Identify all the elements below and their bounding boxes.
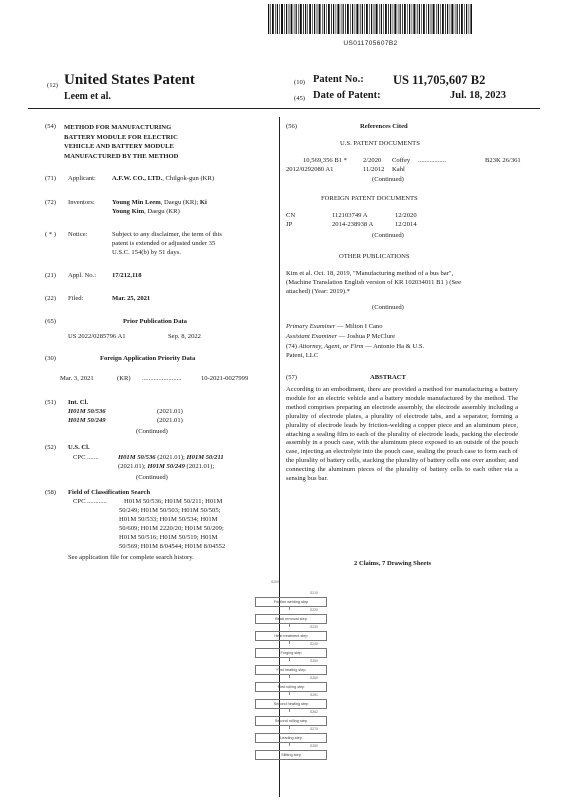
us-cl-class-3: H01M 50/249 <box>147 463 185 470</box>
step-ref: S250 <box>310 659 318 663</box>
us-ref-1-name: Coffey <box>392 157 411 164</box>
appl-no-label: Appl. No.: <box>68 272 97 279</box>
attorney-code: (74) <box>286 343 299 350</box>
us-cl-title: U.S. Cl. <box>68 444 90 451</box>
references-title: References Cited <box>360 123 408 130</box>
other-pubs-title: OTHER PUBLICATIONS <box>339 253 410 260</box>
step-box: Second rolling step <box>255 716 327 726</box>
patent-number-label: Patent No.: <box>313 74 364 85</box>
other-pub-line-1: Kim et al. Oct. 18, 2019, "Manufacturing method of a bus bar", <box>286 270 454 277</box>
int-cl-1: H01M 50/536 <box>68 408 106 415</box>
us-ref-1-class: B23K 26/361 <box>485 157 521 164</box>
f57-code: (57) <box>286 374 297 381</box>
other-pub-line-3: attached) (Year: 2019).* <box>286 288 350 295</box>
step-ref: S240 <box>310 642 318 646</box>
foreign-priority-title: Foreign Application Priority Data <box>100 355 196 362</box>
fp-2-number: 2014-238938 A <box>332 221 374 228</box>
priority-date: Mar. 3, 2021 <box>60 375 94 382</box>
field-search-cpc-label: CPC ............ <box>73 498 107 505</box>
title-line-3: VEHICLE AND BATTERY MODULE <box>64 143 174 150</box>
step-ref: S260 <box>310 676 318 680</box>
fp-1-country: CN <box>286 212 296 219</box>
inventors-line-2 <box>112 208 180 215</box>
f71-code: (71) <box>45 175 56 182</box>
f22-code: (22) <box>45 295 56 302</box>
fp-2-date: 12/2014 <box>395 221 417 228</box>
prior-pub-title: Prior Publication Data <box>123 318 187 325</box>
step-box: First heating step <box>255 665 327 675</box>
flow-arrow <box>289 606 290 610</box>
patent-authors: Leem et al. <box>64 91 111 102</box>
flow-arrow <box>289 623 290 627</box>
flow-arrow <box>289 640 290 644</box>
step-ref: S210 <box>310 591 318 595</box>
fp-1-number: 112103749 A <box>332 212 368 219</box>
applicant-name: A.F.W. CO., LTD. <box>112 175 163 182</box>
fp-2-country: JP <box>286 221 293 228</box>
applicant-label: Applicant: <box>68 175 96 182</box>
notice-code: ( * ) <box>45 231 56 238</box>
int-cl-1-date: (2021.01) <box>157 408 183 415</box>
f72-code: (72) <box>45 199 56 206</box>
step-box: First rolling step <box>255 682 327 692</box>
inventors-line-1 <box>112 199 207 206</box>
us-cl-class-2: H01M 50/211 <box>186 454 224 461</box>
field-search-line-2: 50/249; H01M 50/503; H01M 50/505; <box>119 507 221 514</box>
abstract-text: According to an embodiment, there are provided a method for manufacturing a battery module for an electric vehicle and a battery module manufactured by the method. The method comprises preparing an electrode assembly, the electrode assembly including a plurality of electrode plates, a plurality of electrode tabs, and a separator, forming a plurality of electrode leads by friction-welding a copper piece and an aluminum piece, attaching a sealing film to each of the plurality of electrode leads, packing the electrode assembly in a pouch case, with the aluminum piece exposed to an outside of the pouch case, injecting an electrolyte into the pouch case, sealing the pouch case to form each of the plurality of battery cells, stacking the plurality of battery cells one over another, and connecting the aluminum pieces of the plurality of battery cells to each other via a sensing bus bar. <box>286 386 518 483</box>
flowchart-figure <box>237 580 357 787</box>
patent-type-title: United States Patent <box>64 72 195 88</box>
appl-no: 17/212,118 <box>112 272 142 279</box>
step-box: Forging step <box>255 648 327 658</box>
priority-number: 10-2021-0027999 <box>201 375 249 382</box>
step-box: Bead removal step <box>255 614 327 624</box>
foreign-continued: (Continued) <box>372 232 404 239</box>
step-box: Friction welding step <box>255 597 327 607</box>
assistant-examiner-name: — Joshua P McClure <box>337 333 396 340</box>
us-docs-title: U.S. PATENT DOCUMENTS <box>340 140 420 147</box>
us-cl-date-1: (2021.01); <box>155 454 187 461</box>
header-rule <box>28 108 540 109</box>
invention-title <box>64 123 178 161</box>
step-box: Slitting step <box>255 750 327 760</box>
field-search-line-3: H01M 50/533; H01M 50/534; H01M <box>119 516 218 523</box>
filed-label: Filed: <box>68 295 84 302</box>
flow-arrow <box>289 657 290 661</box>
int-cl-2: H01M 50/249 <box>68 417 106 424</box>
us-cl-continued: (Continued) <box>136 474 168 481</box>
f51-code: (51) <box>45 399 56 406</box>
attorney <box>286 343 424 350</box>
inventor-1: Young Min Leem <box>112 199 161 206</box>
claims-count: 2 Claims, 7 Drawing Sheets <box>354 560 432 567</box>
f58-code: (58) <box>45 489 56 496</box>
code-10: (10) <box>294 79 305 86</box>
other-pub-line-2: (Machine Translation English version of KR 102034011 B1 ) (See <box>286 279 462 286</box>
applicant-location: , Chilgok-gun (KR) <box>162 175 215 182</box>
us-cl-cpc-label: CPC ....... <box>73 454 99 461</box>
inventor-2-last: Young Kim <box>112 208 145 215</box>
field-search-line-1: H01M 50/536; H01M 50/211; H01M <box>124 498 223 505</box>
attorney-name: — Antonio Ha & U.S. <box>363 343 425 350</box>
filed-date: Mar. 25, 2021 <box>112 295 151 302</box>
step-box: Leading step <box>255 733 327 743</box>
int-cl-continued: (Continued) <box>136 428 168 435</box>
us-ref-2-name: Kahl <box>392 166 405 173</box>
notice-line-1: Subject to any disclaimer, the term of this <box>112 231 222 238</box>
notice-label: Notice: <box>68 231 88 238</box>
assistant-examiner <box>286 333 395 340</box>
date-of-patent-label: Date of Patent: <box>313 90 381 101</box>
us-cl-class-1: H01M 50/536 <box>118 454 156 461</box>
f30-code: (30) <box>45 355 56 362</box>
primary-examiner-name: — Milton I Cano <box>335 323 383 330</box>
f54-code: (54) <box>45 123 56 130</box>
step-ref: S280 <box>310 744 318 748</box>
attorney-line-2: Patent, LLC <box>286 352 319 359</box>
field-search-line-5: H01M 50/516; H01M 50/519; H01M <box>119 534 218 541</box>
flowchart-ref: S200 <box>271 580 279 584</box>
notice-line-3: U.S.C. 154(b) by 51 days. <box>112 249 181 256</box>
code-45: (45) <box>294 95 305 102</box>
step-ref: S220 <box>310 608 318 612</box>
step-ref: S270 <box>310 727 318 731</box>
step-ref: S230 <box>310 625 318 629</box>
field-search-title: Field of Classification Search <box>68 489 151 496</box>
flow-arrow <box>289 674 290 678</box>
applicant <box>112 175 214 182</box>
step-box: Second heating step <box>255 699 327 709</box>
f21-code: (21) <box>45 272 56 279</box>
title-line-1: METHOD FOR MANUFACTURING <box>64 124 172 131</box>
int-cl-title: Int. Cl. <box>68 399 88 406</box>
us-ref-2-date: 11/2012 <box>363 166 385 173</box>
us-ref-1-date: 2/2020 <box>363 157 382 164</box>
barcode <box>268 4 473 34</box>
flow-arrow <box>289 691 290 695</box>
priority-dots: ........................ <box>142 375 182 382</box>
us-ref-1-number: 10,569,356 B1 * <box>303 157 347 164</box>
flow-arrow <box>289 742 290 746</box>
date-of-patent: Jul. 18, 2023 <box>450 90 507 101</box>
primary-examiner-label: Primary Examiner <box>286 323 336 330</box>
us-ref-2-number: 2012/0292080 A1 <box>286 166 334 173</box>
fp-1-date: 12/2020 <box>395 212 417 219</box>
step-ref: S261 <box>310 693 318 697</box>
notice-line-2: patent is extended or adjusted under 35 <box>112 240 216 247</box>
barcode-number: US011705607B2 <box>343 40 398 47</box>
flow-arrow <box>289 708 290 712</box>
step-box: Heat treatment step <box>255 631 327 641</box>
us-cl-date-2: (2021.01); <box>118 463 148 470</box>
inventor-2-location: , Daegu (KR) <box>144 208 180 215</box>
assistant-examiner-label: Assistant Examiner <box>286 333 338 340</box>
us-cl-line-2 <box>118 463 214 470</box>
abstract-title: ABSTRACT <box>370 374 406 381</box>
step-ref: S262 <box>310 710 318 714</box>
field-search-line-6: 50/569; H01M 8/04544; H01M 8/04552 <box>119 543 226 550</box>
other-pubs-continued: (Continued) <box>372 304 404 311</box>
prior-pub-date: Sep. 8, 2022 <box>168 333 201 340</box>
f56-code: (56) <box>286 123 297 130</box>
attorney-label: Attorney, Agent, or Firm <box>298 343 364 350</box>
code-12: (12) <box>47 82 58 89</box>
int-cl-2-date: (2021.01) <box>157 417 183 424</box>
us-ref-1-dots: ................. <box>418 157 447 164</box>
inventors-label: Inventors: <box>68 199 95 206</box>
title-line-2: BATTERY MODULE FOR ELECTRIC <box>64 133 178 141</box>
inventor-1-location: , Daegu (KR); <box>160 199 200 206</box>
f65-code: (65) <box>45 318 56 325</box>
primary-examiner <box>286 323 383 330</box>
foreign-docs-title: FOREIGN PATENT DOCUMENTS <box>321 195 418 202</box>
us-ref-continued: (Continued) <box>372 176 404 183</box>
patent-number: US 11,705,607 B2 <box>393 73 486 87</box>
field-search-see: See application file for complete search history. <box>68 554 194 561</box>
inventor-2-first: Ki <box>199 199 207 206</box>
f52-code: (52) <box>45 444 56 451</box>
priority-country: (KR) <box>117 375 131 382</box>
us-cl-date-3: (2021.01); <box>184 463 215 470</box>
prior-pub-number: US 2022/0285796 A1 <box>68 333 126 340</box>
title-line-4: MANUFACTURED BY THE METHOD <box>64 152 179 160</box>
us-cl-line-1 <box>118 454 224 461</box>
flow-arrow <box>289 725 290 729</box>
field-search-line-4: 50/609; H01M 2220/20; H01M 50/209; <box>119 525 224 532</box>
